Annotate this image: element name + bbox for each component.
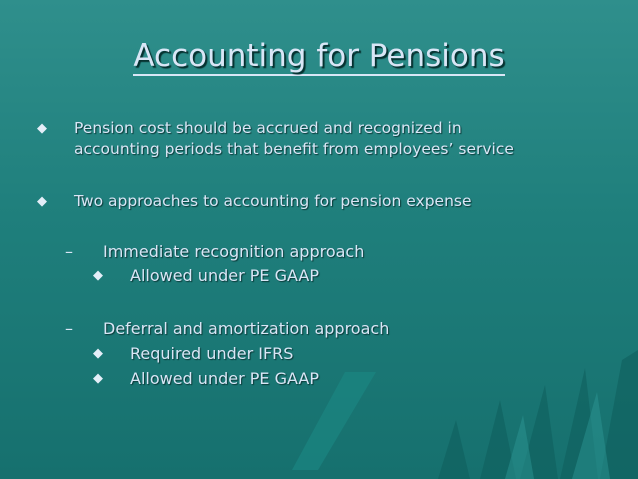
approach-1-detail-1: Allowed under PE GAAP bbox=[130, 266, 319, 285]
slide-title-text: Accounting for Pensions bbox=[133, 38, 505, 74]
diamond-bullet-icon: ◆ bbox=[93, 346, 103, 361]
bullet-point-1-line-2: accounting periods that benefit from employees’ service bbox=[74, 140, 514, 158]
approach-1-name: Immediate recognition approach bbox=[103, 242, 365, 261]
bullet-point-2: Two approaches to accounting for pension expense bbox=[74, 192, 472, 210]
dash-bullet: – bbox=[65, 242, 73, 261]
diamond-bullet-icon: ◆ bbox=[37, 121, 47, 136]
diamond-bullet-icon: ◆ bbox=[93, 268, 103, 283]
bullet-point-1-line-1: Pension cost should be accrued and recognized in bbox=[74, 119, 462, 137]
approach-2-name: Deferral and amortization approach bbox=[103, 319, 390, 338]
slide-title bbox=[0, 38, 638, 74]
dash-bullet: – bbox=[65, 319, 73, 338]
diamond-bullet-icon: ◆ bbox=[93, 371, 103, 386]
approach-2-detail-1: Required under IFRS bbox=[130, 344, 294, 363]
diamond-bullet-icon: ◆ bbox=[37, 194, 47, 209]
approach-2-detail-2: Allowed under PE GAAP bbox=[130, 369, 319, 388]
